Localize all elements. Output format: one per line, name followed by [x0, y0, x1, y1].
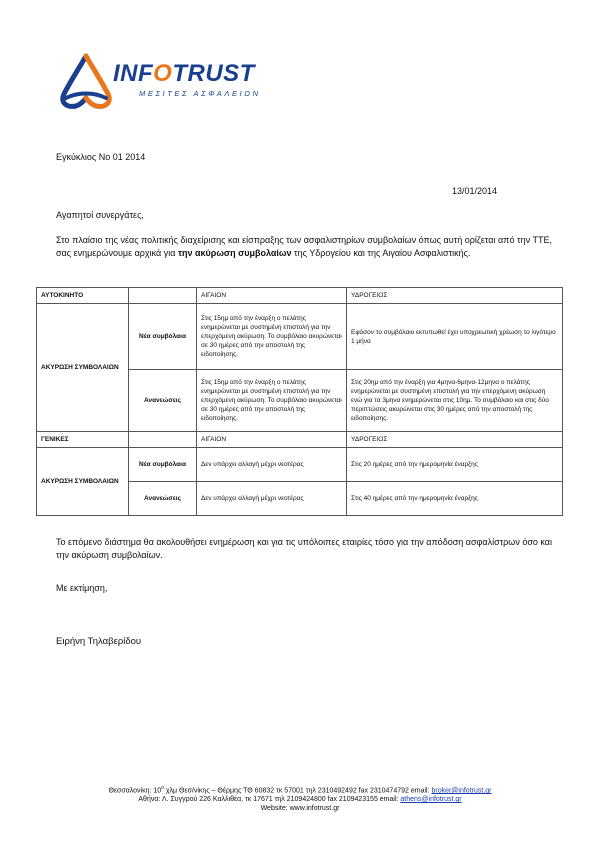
intro-emphasis: την ακύρωση συμβολαίων — [177, 248, 292, 258]
row-label-cancellation: ΑΚΥΡΩΣΗ ΣΥΜΒΟΛΑΙΩΝ — [37, 448, 129, 516]
circular-number: Εγκύκλιος Νο 01 2014 — [56, 152, 146, 162]
company-logo — [56, 52, 261, 110]
greeting: Αγαπητοί συνεργάτες, — [56, 210, 144, 220]
footer-athens: Αθήνα: Λ. Συγγρού 226 Καλλιθέα, τκ 17671 τηλ 2109424800 fax 2109423155 email: athens@infotrust.gr — [138, 796, 462, 804]
sublabel-new-policies: Νέα συμβόλαια — [129, 448, 197, 482]
column-header-aigaion: ΑΙΓΑΙΟΝ — [197, 288, 347, 304]
footer-contacts — [0, 784, 600, 813]
logo-wordmark: INFOTRUST — [113, 60, 255, 87]
table-row — [37, 304, 563, 370]
broker-email-link[interactable]: broker@infotrust.gr — [431, 787, 492, 795]
table-header-row — [37, 432, 563, 448]
cell-renew-aigaion: Δεν υπάρχει αλλαγή μέχρι νεοτέρας — [197, 482, 347, 516]
sublabel-new-policies: Νέα συμβόλαια — [129, 304, 197, 370]
cell-new-ydrogeios: Εφόσον το συμβόλαιο εκτυπωθεί έχει υποχρεωτική χρέωση το λιγότερο 1 μήνα — [347, 304, 563, 370]
cell-new-aigaion: Δεν υπάρχει αλλαγή μέχρι νεοτέρας — [197, 448, 347, 482]
intro-paragraph: Στο πλαίσιο της νέας πολιτικής διαχείρισης και είσπραξης των ασφαλιστηρίων συμβολαίων όπως αυτή ορίζεται από την ΤΤΕ, σας ενημερώνουμε αρχικά για την ακύρωση συμβολαίων της Υδρογείου και της Αιγαίου Ασφαλιστικής. — [56, 235, 552, 258]
closing-paragraph: Το επόμενο διάστημα θα ακολουθήσει ενημέρωση και για τις υπόλοιπες εταιρίες τόσο για την απόδοση ασφαλίστρων όσο και την ακύρωση συμβολαίων. — [56, 537, 552, 560]
letter-date: 13/01/2014 — [452, 186, 498, 196]
cell-renew-aigaion: Στις 15ημ από την έναρξη ο πελάτης ενημερώνεται με συστημένη επιστολή για την επερχόμενη ακύρωση. Το συμβόλαιο ακυρώνεται σε 30 ημέρες από την αποστολή της ειδοποίησης. — [197, 370, 347, 432]
section-header: ΑΥΤΟΚΙΝΗΤΟ — [37, 288, 129, 304]
column-header-aigaion: ΑΙΓΑΙΟΝ — [197, 432, 347, 448]
table-header-row — [37, 288, 563, 304]
cell-renew-ydrogeios: Στις 20ημ από την έναρξη για 4μηνα-6μηνα-12μηνα ο πελάτης ενημερώνεται με συστημένη επιστολή για την επερχόμενη ακύρωση ενώ για τα 3μηνα ενημερώνεται στις 10ημ. Το συμβόλαιο και στις δύο περιπτώσεις ακυρώνεται στις 30 ημέρες από την αποστολή της ειδοποίησης. — [347, 370, 563, 432]
cell-new-ydrogeios: Στις 20 ημέρες από την ημερομηνία έναρξης — [347, 448, 563, 482]
row-label-cancellation: ΑΚΥΡΩΣΗ ΣΥΜΒΟΛΑΙΩΝ — [37, 304, 129, 432]
footer-thessaloniki: Θεσσαλονίκη: $10^o$ χλμ Θεσ/νίκης – Θέρμης ΤΘ 60832 τκ 57001 τηλ 2310492492 fax 2310474792 email: broker@infotrust.gr — [108, 785, 492, 795]
athens-email-link[interactable]: athens@infotrust.gr — [400, 796, 462, 804]
table-row — [37, 448, 563, 482]
cell-renew-ydrogeios: Στις 40 ημέρες από την ημερομηνία έναρξης — [347, 482, 563, 516]
logo-subtitle: ΜΕΣΙΤΕΣ ΑΣΦΑΛΕΙΩΝ — [139, 89, 261, 98]
cell-new-aigaion: Στις 15ημ από την έναρξη ο πελάτης ενημερώνεται με συστημένη επιστολή για την επερχόμενη ακύρωση. Το συμβόλαιο ακυρώνεται σε 30 ημέρες από την αποστολή της ειδοποίησης. — [197, 304, 347, 370]
regards: Με εκτίμηση, — [56, 583, 108, 593]
section-header: ΓΕΝΙΚΕΣ — [37, 432, 129, 448]
footer-website: Website: www.infotrust.gr — [260, 805, 340, 813]
general-insurance-table — [36, 431, 563, 516]
logo-emblem-icon — [56, 52, 116, 110]
column-header-ydrogeios: ΥΔΡΟΓΕΙΟΣ — [347, 432, 563, 448]
signer-name: Ειρήνη Τηλαβερίδου — [56, 636, 142, 647]
auto-insurance-table — [36, 287, 563, 432]
column-header-ydrogeios: ΥΔΡΟΓΕΙΟΣ — [347, 288, 563, 304]
sublabel-renewals: Ανανεώσεις — [129, 482, 197, 516]
sublabel-renewals: Ανανεώσεις — [129, 370, 197, 432]
